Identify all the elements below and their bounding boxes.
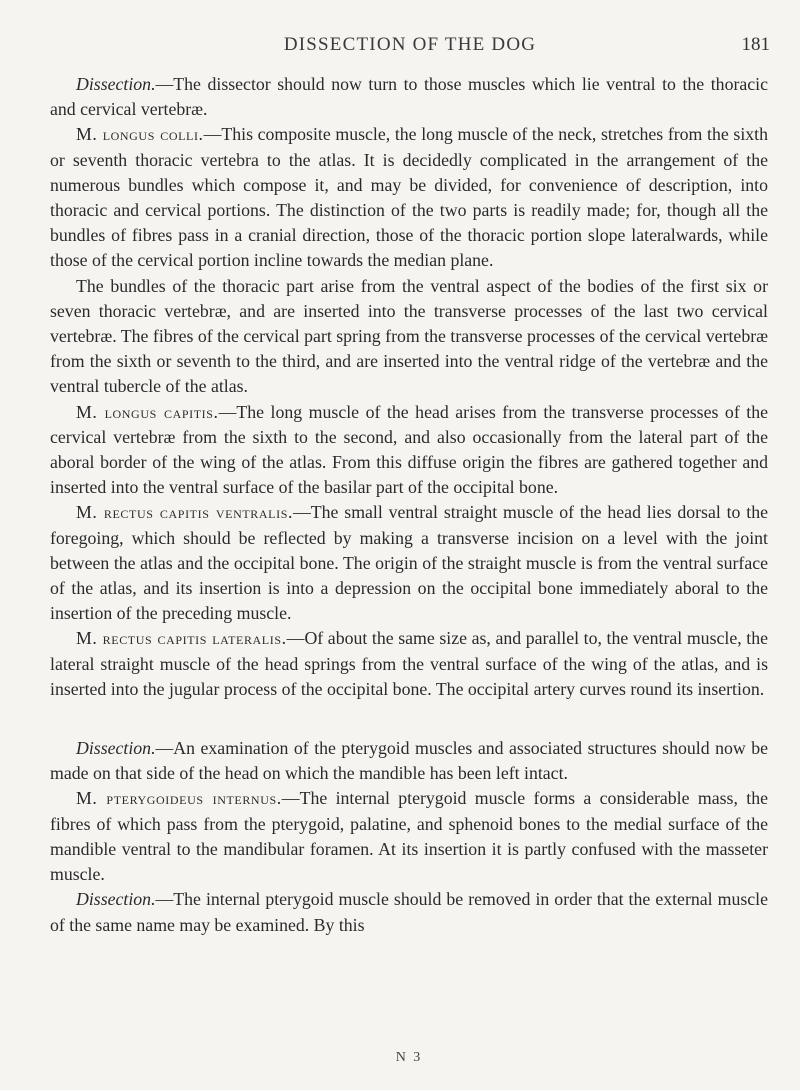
- muscle-heading: M. rectus capitis lateralis.: [76, 628, 287, 649]
- muscle-heading: M. rectus capitis ventralis.: [76, 502, 294, 523]
- paragraph-text: —Of about the same size as, and parallel to, the ventral muscle, the lateral straight muscle of the head springs from the ventral surface of the wing of the atlas, and is inserted into the jugular process of the occipital bone. The occipital artery curves round its insertion.: [50, 628, 768, 699]
- paragraph: [50, 786, 768, 887]
- paragraph-text: —The internal pterygoid muscle forms a considerable mass, the fibres of which pass from the pterygoid, palatine, and sphenoid bones to the medial surface of the mandible ventral to the mandibular foramen. At its insertion it is partly confused with the masseter muscle.: [50, 788, 768, 885]
- paragraph: [50, 400, 768, 501]
- paragraph: [50, 736, 768, 786]
- paragraph: [50, 274, 768, 400]
- page-number: 181: [741, 34, 770, 55]
- paragraph-text: —This composite muscle, the long muscle of the neck, stretches from the sixth or seventh thoracic vertebra to the atlas. It is decidedly complicated in the arrangement of the numerous bundles which compose it, and may be divided, for convenience of description, into thoracic and cervical portions. The distinction of the two parts is readily made; for, though all the bundles of fibres pass in a cranial direction, those of the thoracic portion slope lateralwards, while those of the cervical portion incline towards the median plane.: [50, 124, 768, 271]
- muscle-heading: M. pterygoideus internus.: [76, 788, 282, 809]
- paragraph-text: —An examination of the pterygoid muscles and associated structures should now be made on that side of the head on which the mandible has been left intact.: [50, 738, 768, 784]
- paragraph: [50, 500, 768, 626]
- paragraph-text: —The long muscle of the head arises from the transverse processes of the cervical vertebræ from the sixth to the second, and also occasionally from the lateral part of the aboral border of the wing of the atlas. From this diffuse origin the fibres are gathered together and inserted into the ventral surface of the basilar part of the occipital bone.: [50, 401, 768, 498]
- body-text: [50, 72, 768, 938]
- paragraph-text: —The internal pterygoid muscle should be removed in order that the external muscle of the same name may be examined. By this: [50, 889, 768, 935]
- muscle-heading: M. longus colli.: [76, 124, 204, 145]
- muscle-heading: M. longus capitis.: [76, 401, 219, 422]
- running-head: DISSECTION OF THE DOG: [283, 34, 537, 55]
- paragraph: [50, 72, 768, 122]
- paragraph: [50, 122, 768, 273]
- paragraph: [50, 626, 768, 702]
- dissection-heading: Dissection.: [76, 738, 156, 759]
- paragraph-text: —The dissector should now turn to those muscles which lie ventral to the thoracic and cervical vertebræ.: [50, 74, 768, 120]
- paragraph: [50, 887, 768, 937]
- paragraph-text: —The small ventral straight muscle of the head lies dorsal to the foregoing, which should be reflected by making a transverse incision on a level with the joint between the atlas and the occipital bone. The origin of the straight muscle is from the ventral surface of the atlas, and its insertion is into a depression on the occipital bone immediately aboral to the insertion of the preceding muscle.: [50, 502, 768, 624]
- page-header: [50, 30, 770, 60]
- signature-mark: N 3: [395, 1050, 423, 1065]
- paragraph-text: The bundles of the thoracic part arise from the ventral aspect of the bodies of the first six or seven thoracic vertebræ, and are inserted into the transverse processes of the last two cervical vertebræ. The fibres of the cervical part spring from the transverse processes of the cervical vertebræ from the sixth or seventh to the third, and are inserted into the ventral ridge of the vertebræ and the ventral tubercle of the atlas.: [50, 275, 768, 397]
- dissection-heading: Dissection.: [76, 889, 156, 910]
- dissection-heading: Dissection.: [76, 74, 156, 94]
